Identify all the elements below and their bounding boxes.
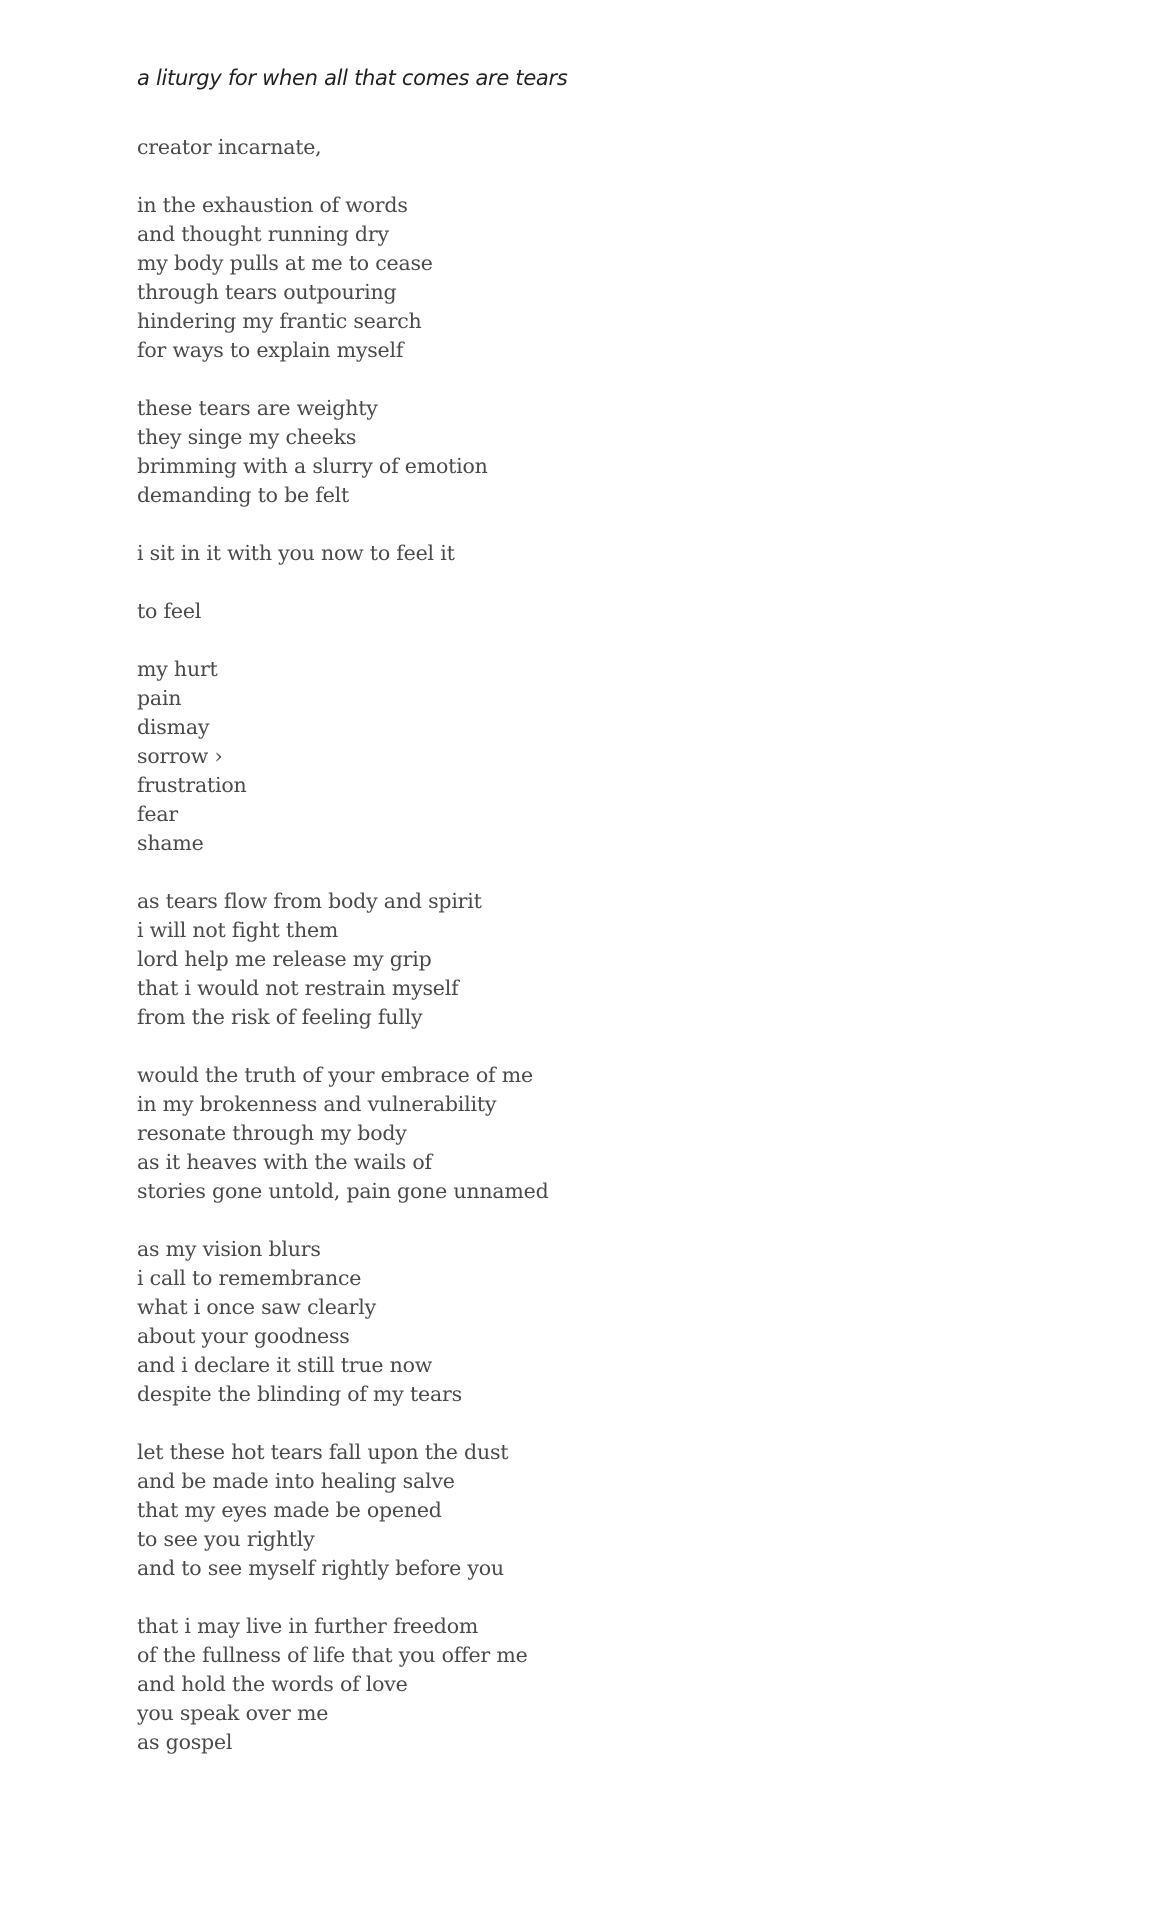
poem-line: hindering my frantic search [137,309,422,333]
poem-line: and i declare it still true now [137,1353,433,1377]
poem-line: to feel [137,599,202,623]
stanza [137,133,567,162]
poem-line: from the risk of feeling fully [137,1005,423,1029]
poem-title: a liturgy for when all that comes are tears [137,66,568,90]
poem-line: shame [137,831,204,855]
poem-line: and be made into healing salve [137,1469,455,1493]
poem-line: despite the blinding of my tears [137,1382,462,1406]
poem-line: stories gone untold, pain gone unnamed [137,1179,549,1203]
poem-line: my body pulls at me to cease [137,251,433,275]
poem-line: for ways to explain myself [137,338,404,362]
poem-line: and hold the words of love [137,1672,408,1696]
poem-line: my hurt [137,657,218,681]
poem-line: that i may live in further freedom [137,1614,479,1638]
poem-line: to see you rightly [137,1527,315,1551]
stanza [137,1235,567,1409]
poem-line: you speak over me [137,1701,329,1725]
poem-line: in my brokenness and vulnerability [137,1092,497,1116]
poem-line: that i would not restrain myself [137,976,459,1000]
poem-line: as my vision blurs [137,1237,321,1261]
poem-line: i sit in it with you now to feel it [137,541,455,565]
poem-line: about your goodness [137,1324,350,1348]
poem-line: as it heaves with the wails of [137,1150,432,1174]
poem-line: in the exhaustion of words [137,193,408,217]
poem-line: would the truth of your embrace of me [137,1063,533,1087]
stanza [137,597,567,626]
poem-line: fear [137,802,178,826]
poem-line: and to see myself rightly before you [137,1556,504,1580]
stanza [137,1438,567,1583]
poem-line: dismay [137,715,210,739]
poem-line: brimming with a slurry of emotion [137,454,488,478]
poem-line: of the fullness of life that you offer me [137,1643,528,1667]
poem-line: pain [137,686,182,710]
poem-line: that my eyes made be opened [137,1498,442,1522]
poem-line: these tears are weighty [137,396,378,420]
stanza [137,887,567,1032]
poem-page [137,64,567,1786]
poem-line: lord help me release my grip [137,947,432,971]
poem-body [137,133,567,1757]
poem-line: and thought running dry [137,222,389,246]
stanza [137,1612,567,1757]
poem-line: let these hot tears fall upon the dust [137,1440,509,1464]
poem-line: creator incarnate, [137,135,322,159]
poem-line: through tears outpouring [137,280,397,304]
poem-line: as gospel [137,1730,233,1754]
poem-line: resonate through my body [137,1121,407,1145]
stanza [137,539,567,568]
stanza [137,394,567,510]
stanza [137,1061,567,1206]
poem-line: they singe my cheeks [137,425,357,449]
stanza [137,655,567,858]
poem-line: as tears flow from body and spirit [137,889,482,913]
poem-line: i call to remembrance [137,1266,362,1290]
poem-line: what i once saw clearly [137,1295,377,1319]
poem-line: demanding to be felt [137,483,350,507]
poem-line: i will not fight them [137,918,339,942]
poem-line: frustration [137,773,247,797]
stanza [137,191,567,365]
poem-line: sorrow › [137,744,223,768]
spacer [137,93,567,133]
